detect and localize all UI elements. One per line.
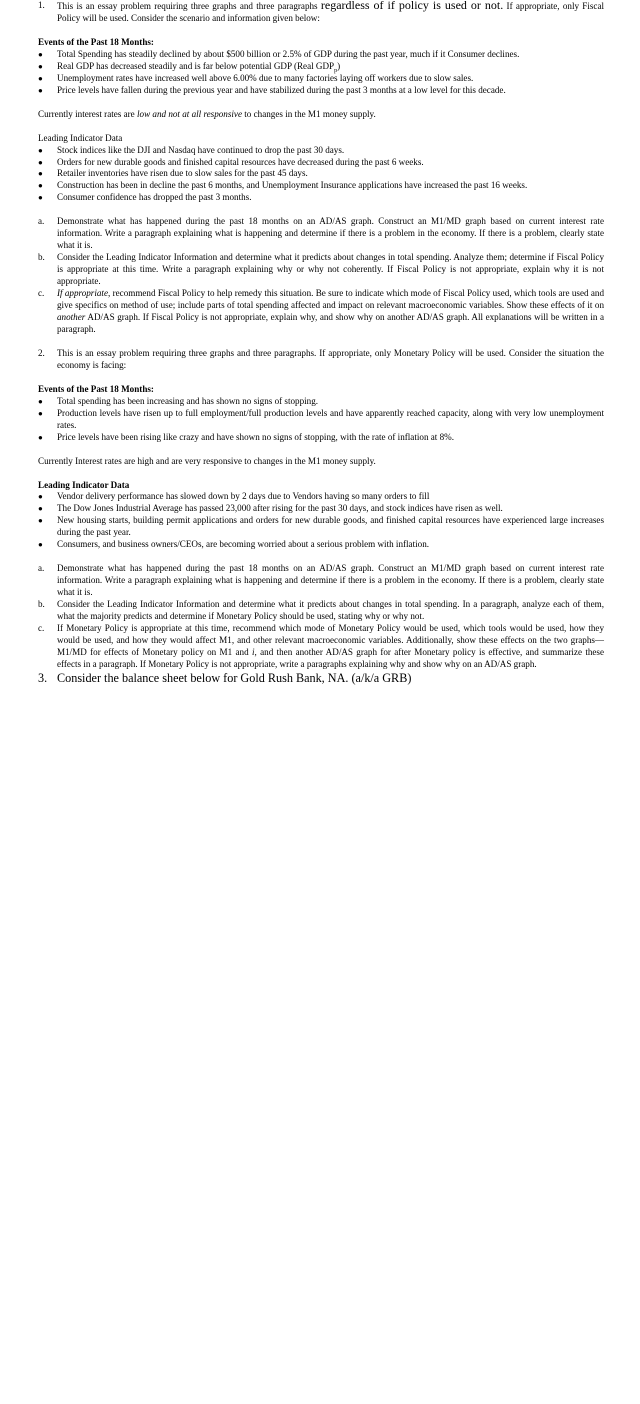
- q2-events-list: [38, 396, 604, 444]
- bullet-icon: ●: [38, 181, 43, 191]
- q2-leading-heading: Leading Indicator Data: [38, 479, 130, 490]
- bullet-icon: ●: [38, 504, 43, 514]
- bullet-icon: ●: [38, 432, 43, 442]
- question-3: [38, 671, 604, 685]
- q1-events-heading: Events of the Past 18 Months:: [38, 36, 154, 47]
- q1-events-list: [38, 49, 604, 97]
- q1-leading-list: [38, 145, 604, 205]
- bullet-icon: ●: [38, 61, 43, 71]
- list-item: ● Total spending has been increasing and has shown no signs of stopping.: [38, 395, 319, 406]
- question-1: [38, 0, 604, 25]
- question-3-text: Consider the balance sheet below for Gold Rush Bank, NA. (a/k/a GRB): [57, 670, 412, 685]
- q1-leading-heading: Leading Indicator Data: [38, 132, 123, 143]
- list-item: ● Consumer confidence has dropped the past 3 months.: [38, 192, 252, 203]
- list-item: ● Retailer inventories have risen due to slow sales for the past 45 days.: [38, 168, 308, 179]
- bullet-icon: ●: [38, 492, 43, 502]
- list-item: ● Vendor delivery performance has slowed down by 2 days due to Vendors having so many orders to fill: [38, 491, 430, 502]
- q2-task-b: b. Consider the Leading Indicator Information and determine what it predicts about changes in total spending. In a paragraph, analyze each of them, what the majority predicts and determine if Monetary Policy should be used, stating why or why not.: [38, 599, 604, 622]
- q2-interest-rates: Currently Interest rates are high and are very responsive to changes in the M1 money supply.: [38, 455, 376, 466]
- q1-task-a: a. Demonstrate what has happened during the past 18 months on an AD/AS graph. Construct an M1/MD graph based on current interest rate information. Write a paragraph explaining what is happening and determine if there is a problem in the economy. If there is a problem, clearly state what it is.: [38, 216, 604, 251]
- question-3-number: 3.: [38, 670, 48, 685]
- q1-task-c: c. If appropriate, recommend Fiscal Policy to help remedy this situation. Be sure to indicate which mode of Fiscal Policy used, which tools are used and give specifics on method of use; include parts of total spending affected and impact on relevant macroeconomic variables. Show these effects of it on another AD/AS graph. If Fiscal Policy is not appropriate, explain why, and show why on another AD/AS graph. All explanations will be written in a paragraph.: [38, 288, 604, 334]
- list-item: ● Price levels have been rising like crazy and have shown no signs of stopping, with the rate of inflation at 8%.: [38, 431, 454, 442]
- list-item: ● Orders for new durable goods and finished capital resources have decreased during the past 6 weeks.: [38, 156, 424, 167]
- bullet-icon: ●: [38, 145, 43, 155]
- list-item: ● Construction has been in decline the past 6 months, and Unemployment Insurance applications have increased the past 16 weeks.: [38, 180, 528, 191]
- list-item: ● Total Spending has steadily declined by about $500 billion or 2.5% of GDP during the past year, much if it Consumer declines.: [38, 48, 520, 59]
- list-item: ● Real GDP has decreased steadily and is far below potential GDP (Real $GDP_p$): [38, 60, 341, 74]
- bullet-icon: ●: [38, 49, 43, 59]
- list-item: ● Stock indices like the DJI and Nasdaq have continued to drop the past 30 days.: [38, 144, 345, 155]
- question-2: [38, 348, 604, 372]
- list-item: ● Price levels have fallen during the previous year and have stabilized during the past 3 months at a low level for this decade.: [38, 84, 506, 95]
- q2-events-heading: Events of the Past 18 Months:: [38, 383, 154, 394]
- bullet-icon: ●: [38, 408, 43, 418]
- question-1-intro: This is an essay problem requiring three graphs and three paragraphs regardless of if policy is used or not. If appropriate, only Fiscal Policy will be used. Consider the scenario and information given below:: [57, 0, 605, 23]
- list-item: ● Production levels have risen up to full employment/full production levels and have apparently reached capacity, along with very low unemployment rates.: [38, 407, 604, 430]
- q2-task-c: c. If Monetary Policy is appropriate at this time, recommend which mode of Monetary Policy would be used, which tools would be used, how they would be used, and how they would affect M1, and other relevant macroeconomic variables. Additionally, show these effects on the two graphs— M1/MD for effects of Monetary policy on M1 and i, and then another AD/AS graph for after Monetary policy is effective, and summarize these effects in a paragraph. If Monetary Policy is not appropriate, write a paragraphs explaining why and show why on an AD/AS graph.: [38, 622, 605, 669]
- question-2-number: 2.: [38, 347, 45, 358]
- list-item: ● New housing starts, building permit applications and orders for new durable goods, and finished capital resources have experienced large increases during the past year.: [38, 515, 604, 538]
- bullet-icon: ●: [38, 73, 43, 83]
- bullet-icon: ●: [38, 85, 43, 95]
- bullet-icon: ●: [38, 193, 43, 203]
- q1-interest-rates: Currently interest rates are low and not at all responsive to changes in the M1 money supply.: [38, 108, 376, 119]
- document-content: [38, 0, 604, 685]
- q2-task-a: a. Demonstrate what has happened during the past 18 months on an AD/AS graph. Construct an M1/MD graph based on current interest rate information. Write a paragraph explaining what is happening and determine if there is a problem in the economy. If there is a problem, clearly state what it is.: [38, 563, 604, 598]
- bullet-icon: ●: [38, 169, 43, 179]
- list-item: ● Unemployment rates have increased well above 6.00% due to many factories laying off workers due to slow sales.: [38, 72, 474, 83]
- list-item: ● Consumers, and business owners/CEOs, are becoming worried about a serious problem with inflation.: [38, 539, 430, 550]
- bullet-icon: ●: [38, 540, 43, 550]
- bullet-icon: ●: [38, 157, 43, 167]
- q1-task-b: b. Consider the Leading Indicator Information and determine what it predicts about changes in total spending. Analyze them; determine if Fiscal Policy is appropriate at this time. Write a paragraph explaining why or why not coherently. If Fiscal Policy is not appropriate, explain why it is not appropriate.: [38, 252, 604, 287]
- bullet-icon: ●: [38, 516, 43, 526]
- question-1-number: 1.: [38, 0, 45, 10]
- question-2-intro: This is an essay problem requiring three graphs and three paragraphs. If appropriate, only Monetary Policy will be used. Consider the situation the economy is facing:: [57, 347, 604, 370]
- bullet-icon: ●: [38, 396, 43, 406]
- list-item: ● The Dow Jones Industrial Average has passed 23,000 after rising for the past 30 days, and stock indices have risen as well.: [38, 503, 503, 514]
- q2-leading-list: [38, 491, 604, 551]
